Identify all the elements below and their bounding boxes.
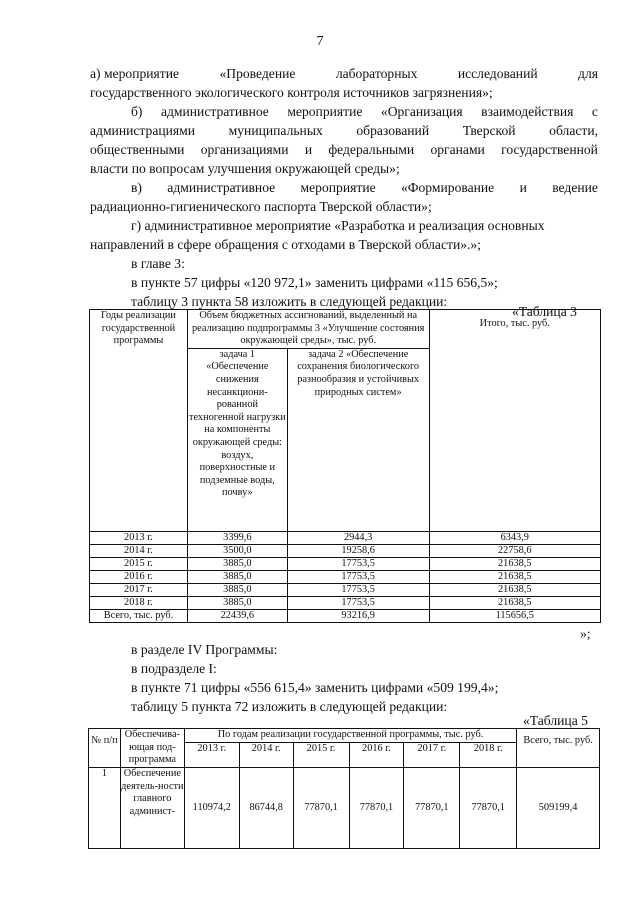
t5-year-2017: 2017 г.	[404, 743, 460, 768]
t3-header-years: Годы реализации государственной программы	[90, 310, 188, 532]
t5-header-provision: Обеспечива-ющая под-программа	[120, 729, 184, 768]
t5-header-years: По годам реализации государственной программы, тыс. руб.	[184, 729, 516, 743]
table-row: 2017 г. 3885,0 17753,5 21638,5	[90, 583, 601, 596]
chapter3-heading: в главе 3:	[131, 256, 185, 271]
para-b-line4: власти по вопросам улучшения окружающей среды»;	[90, 161, 400, 176]
t5-header-total: Всего, тыс. руб.	[517, 729, 600, 768]
t5-year-2014: 2014 г.	[239, 743, 293, 768]
table-row: 2015 г. 3885,0 17753,5 21638,5	[90, 557, 601, 570]
para-b-line3: общественными организациями и федеральными органами государственной	[90, 142, 598, 157]
table-row: 2018 г. 3885,0 17753,5 21638,5	[90, 596, 601, 609]
t3-header-budget: Объем бюджетных ассигнований, выделенный на реализацию подпрограммы 3 «Улучшение состояния окружающей среды», тыс. руб.	[187, 310, 429, 349]
table-row: 1 Обеспечение деятель-ности главного админист- 110974,2 86744,8 77870,1 77870,1 77870,1 77870,1 509199,4	[89, 768, 600, 849]
t5-year-2015: 2015 г.	[293, 743, 349, 768]
para-a-line1: а) мероприятие «Проведение лабораторных исследований для	[90, 66, 598, 81]
table5-intro: таблицу 5 пункта 72 изложить в следующей редакции:	[131, 699, 448, 714]
t5-year-2018: 2018 г.	[460, 743, 517, 768]
subsection1-heading: в подразделе I:	[131, 661, 217, 676]
section4-heading: в разделе IV Программы:	[131, 642, 278, 657]
para-b-line1: б) административное мероприятие «Организация взаимодействия с	[131, 104, 598, 119]
para-a-line2: государственного экологического контроля источников загрязнения»;	[90, 85, 493, 100]
table-3	[89, 309, 601, 623]
para-c-line2: радиационно-гигиенического паспорта Тверской области»;	[90, 199, 432, 214]
t5-header-num: № п/п	[89, 729, 121, 768]
point71-text: в пункте 71 цифры «556 615,4» заменить цифрами «509 199,4»;	[131, 680, 499, 695]
table5-label: «Таблица 5	[523, 713, 588, 728]
table-row-total: Всего, тыс. руб. 22439,6 93216,9 115656,5	[90, 609, 601, 622]
para-b-line2: администрациями муниципальных образований Тверской области,	[90, 123, 598, 138]
table3-label: «Таблица 3	[512, 304, 577, 319]
t5-year-2013: 2013 г.	[184, 743, 239, 768]
t3-header-total: Итого, тыс. руб.	[429, 310, 601, 532]
para-d-line1: г) административное мероприятие «Разработка и реализация основных	[131, 218, 545, 233]
table-5	[88, 728, 600, 849]
para-d-line2: направлений в сфере обращения с отходами в Тверской области».»;	[90, 237, 481, 252]
para-c-line1: в) административное мероприятие «Формирование и ведение	[131, 180, 598, 195]
page-number: 7	[316, 34, 324, 49]
t3-header-task1: задача 1 «Обеспечение снижения несанкциони-рованной техногенной нагрузки на компоненты окружающей среды: воздух, поверхностные и подземные воды, почву»	[187, 348, 287, 531]
table-row: 2016 г. 3885,0 17753,5 21638,5	[90, 570, 601, 583]
table3-close-quote: »;	[580, 626, 591, 641]
table-row: 2013 г. 3399,6 2944,3 6343,9	[90, 531, 601, 544]
t3-header-task2: задача 2 «Обеспечение сохранения биологического разнообразия и устойчивых природных систем»	[287, 348, 429, 531]
t5-year-2016: 2016 г.	[349, 743, 404, 768]
table-row: 2014 г. 3500,0 19258,6 22758,6	[90, 544, 601, 557]
point57-text: в пункте 57 цифры «120 972,1» заменить цифрами «115 656,5»;	[131, 275, 498, 290]
table3-intro: таблицу 3 пункта 58 изложить в следующей редакции:	[131, 294, 448, 309]
